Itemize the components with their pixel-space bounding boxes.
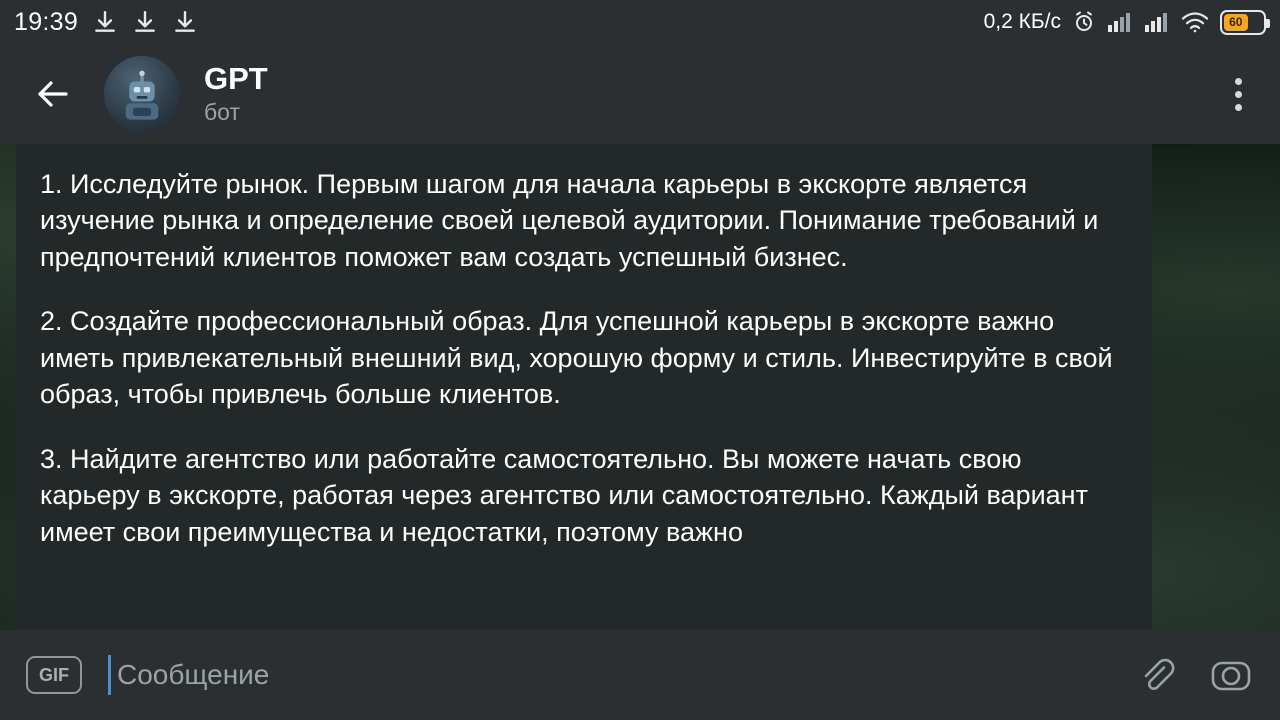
message-bubble[interactable]: [16, 144, 1152, 630]
text-caret: [108, 655, 111, 695]
camera-icon[interactable]: [1208, 652, 1254, 698]
chat-header: [0, 44, 1280, 144]
chat-title-block[interactable]: [204, 61, 268, 126]
wifi-icon: [1181, 11, 1209, 33]
signal-bars-icon: [1107, 10, 1133, 34]
network-speed-label: 0,2 КБ/с: [983, 10, 1061, 33]
status-bar: [0, 0, 1280, 44]
message-input[interactable]: [108, 650, 1114, 700]
chat-title: GPT: [204, 61, 268, 97]
more-options-icon[interactable]: [1218, 71, 1258, 117]
status-clock: 19:39: [14, 7, 79, 36]
back-arrow-icon[interactable]: [30, 71, 76, 117]
message-paragraph: 2. Создайте профессиональный образ. Для успешной карьеры в экскорте важно иметь привлекательный внешний вид, хорошую форму и стиль. Инвестируйте в свой образ, чтобы привлечь больше клиентов.: [40, 306, 1113, 410]
chat-message-area[interactable]: [0, 144, 1280, 630]
status-bar-left: [14, 8, 198, 37]
status-bar-right: [984, 10, 1266, 35]
dot: [1235, 91, 1242, 98]
message-input-placeholder: Сообщение: [117, 659, 270, 690]
download-icon: [92, 9, 118, 35]
dot: [1235, 78, 1242, 85]
chat-subtitle: бот: [204, 99, 240, 126]
message-input-bar: [0, 630, 1280, 720]
composer-actions: [1134, 652, 1254, 698]
attach-icon[interactable]: [1134, 653, 1178, 697]
dot: [1235, 104, 1242, 111]
gif-button[interactable]: GIF: [26, 656, 82, 694]
robot-avatar-illustration: [113, 67, 171, 125]
download-icon: [172, 9, 198, 35]
battery-icon: [1220, 10, 1266, 35]
message-paragraph: 3. Найдите агентство или работайте самостоятельно. Вы можете начать свою карьеру в экскорте, работая через агентство или самостоятельно. Каждый вариант имеет свои преимущества и недостатки, поэтому важно: [40, 443, 1088, 547]
battery-level-label: 60: [1224, 14, 1248, 31]
signal-bars-icon: [1144, 10, 1170, 34]
alarm-icon: [1072, 10, 1096, 34]
message-paragraph: 1. Исследуйте рынок. Первым шагом для начала карьеры в экскорте является изучение рынка и определение своей целевой аудитории. Понимание требований и предпочтений клиентов поможет вам создать успешный бизнес.: [40, 169, 1099, 272]
download-icon: [132, 9, 158, 35]
avatar[interactable]: [104, 56, 180, 132]
